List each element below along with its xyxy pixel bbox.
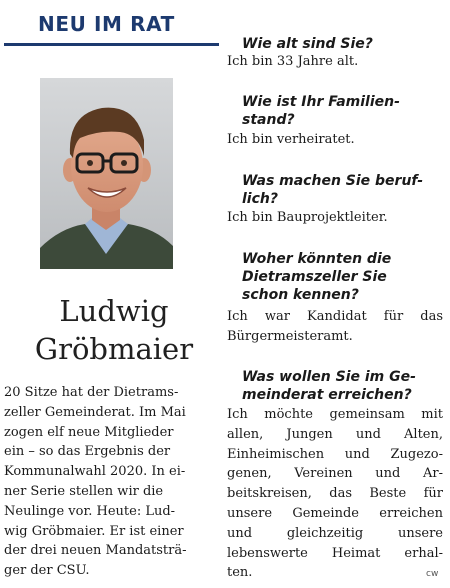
answer-line: ten.	[227, 565, 253, 581]
intro-line: ein – so das Ergebnis der	[4, 444, 171, 460]
name-last: Gröbmaier	[34, 332, 194, 366]
portrait-photo	[40, 78, 173, 269]
question-goals	[242, 368, 416, 404]
intro-line: Neulinge vor. Heute: Lud-	[4, 503, 176, 519]
intro-line: 20 Sitze hat der Dietrams-	[4, 385, 179, 400]
section-header	[38, 12, 175, 36]
question-line: meinderat erreichen?	[242, 387, 412, 403]
question-line: stand?	[242, 112, 295, 128]
answer-line: allen, Jungen und Alten,	[227, 426, 443, 442]
question-line: Wie alt sind Sie?	[242, 36, 373, 52]
answer-line: unsere Gemeinde erreichen	[227, 505, 443, 521]
answer-line: Ich bin 33 Jahre alt.	[227, 54, 359, 69]
intro-line: zeller Gemeinderat. Im Mai	[4, 404, 186, 420]
question-family-status	[242, 93, 400, 129]
answer-line: genen, Vereinen und Ar-	[227, 466, 443, 482]
question-line: schon kennen?	[242, 287, 359, 303]
intro-line: ner Serie stellen wir die	[4, 483, 164, 499]
intro-line: wig Gröbmaier. Er ist einer	[4, 523, 184, 539]
answer-profession	[227, 208, 443, 228]
answer-family-status	[227, 130, 443, 150]
answer-line: Einheimischen und Zugezo-	[227, 446, 443, 462]
question-line: lich?	[242, 191, 278, 207]
intro-text	[4, 383, 220, 581]
intro-line: der drei neuen Mandatsträ-	[4, 543, 187, 559]
answer-line: und gleichzeitig unsere	[227, 525, 443, 541]
answer-line: Ich bin verheiratet.	[227, 132, 355, 147]
answer-line: beitskreisen, das Beste für	[227, 486, 443, 502]
answer-line: Bürgermeisteramt.	[227, 328, 353, 344]
answer-line: Ich möchte gemeinsam mit	[227, 407, 443, 422]
person-name	[4, 292, 224, 368]
question-known-from	[242, 250, 391, 304]
answer-known-from	[227, 307, 443, 347]
question-profession	[242, 172, 423, 208]
question-line: Was machen Sie beruf-	[242, 173, 424, 189]
answer-line: Ich war Kandidat für das	[227, 309, 443, 324]
section-title: NEU IM RAT	[38, 12, 175, 36]
name-first: Ludwig	[59, 294, 169, 328]
author-credit: cw	[426, 569, 439, 579]
header-underline	[4, 43, 219, 46]
question-line: Dietramszeller Sie	[242, 269, 387, 285]
question-line: Woher könnten die	[242, 251, 392, 267]
answer-age	[227, 52, 443, 72]
question-line: Was wollen Sie im Ge-	[242, 369, 416, 385]
answer-line: lebenswerte Heimat erhal-	[227, 545, 443, 561]
intro-line: ger der CSU.	[4, 563, 90, 579]
question-age	[242, 35, 373, 53]
intro-line: zogen elf neue Mitglieder	[4, 424, 174, 440]
intro-line: Kommunalwahl 2020. In ei-	[4, 464, 186, 480]
answer-line: Ich bin Bauprojektleiter.	[227, 210, 388, 225]
question-line: Wie ist Ihr Familien-	[242, 94, 400, 110]
answer-goals	[227, 405, 443, 583]
